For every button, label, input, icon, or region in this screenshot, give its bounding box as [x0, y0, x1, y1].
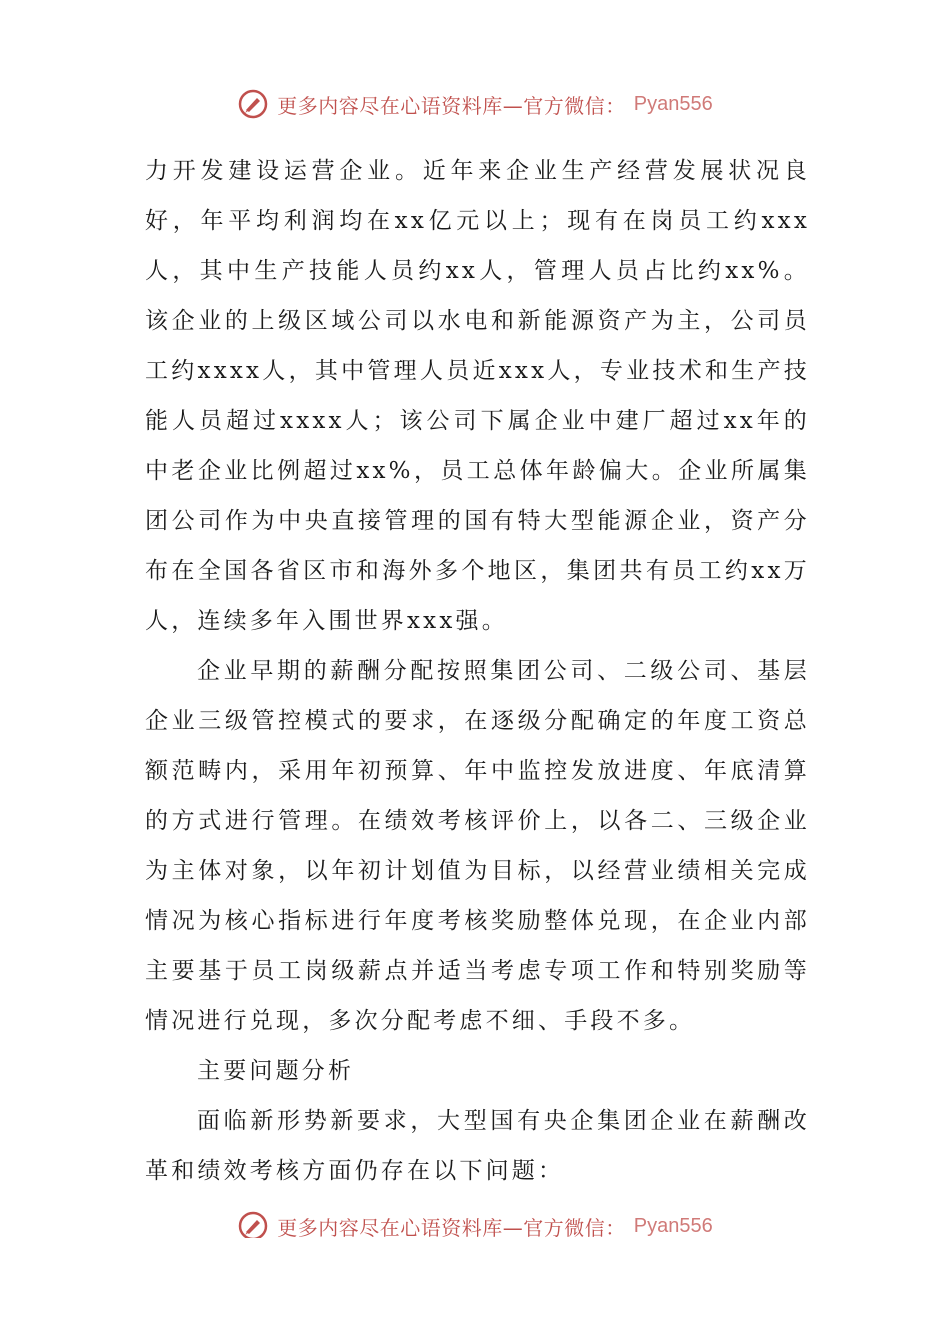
header-watermark-banner — [0, 84, 950, 124]
header-banner-id: Pyan556 — [633, 92, 713, 115]
header-banner-text: 更多内容尽在心语资料库—官方微信： — [277, 93, 626, 118]
footer-banner-id: Pyan556 — [633, 1214, 713, 1237]
paragraph-1: 力开发建设运营企业。近年来企业生产经营发展状况良好，年平均利润均在xx亿元以上；现有在岗员工约xxx人，其中生产技能人员约xx人，管理人员占比约xx%。该企业的上级区域公司以水电和新能源资产为主，公司员工约xxxx人，其中管理人员近xxx人，专业技术和生产技能人员超过xxxx人；该公司下属企业中建厂超过xx年的中老企业比例超过xx%，员工总体年龄偏大。企业所属集团公司作为中央直接管理的国有特大型能源企业，资产分布在全国各省区市和海外多个地区，集团共有员工约xx万人，连续多年入围世界xxx强。 — [145, 158, 810, 634]
pen-logo-icon — [237, 1210, 269, 1238]
paragraph-2: 企业早期的薪酬分配按照集团公司、二级公司、基层企业三级管控模式的要求，在逐级分配确定的年度工资总额范畴内，采用年初预算、年中监控发放进度、年底清算的方式进行管理。在绩效考核评价上，以各二、三级企业为主体对象，以年初计划值为目标，以经营业绩相关完成情况为核心指标进行年度考核奖励整体兑现，在企业内部主要基于员工岗级薪点并适当考虑专项工作和特别奖励等情况进行兑现，多次分配考虑不细、手段不多。 — [145, 658, 810, 1034]
footer-banner-text: 更多内容尽在心语资料库—官方微信： — [277, 1215, 626, 1238]
paragraph-3: 面临新形势新要求，大型国有央企集团企业在薪酬改革和绩效考核方面仍存在以下问题： — [145, 1108, 810, 1184]
pen-logo-icon — [237, 88, 269, 120]
section-heading: 主要问题分析 — [197, 1058, 355, 1084]
document-body — [145, 146, 810, 1196]
footer-watermark-banner — [0, 1206, 950, 1238]
